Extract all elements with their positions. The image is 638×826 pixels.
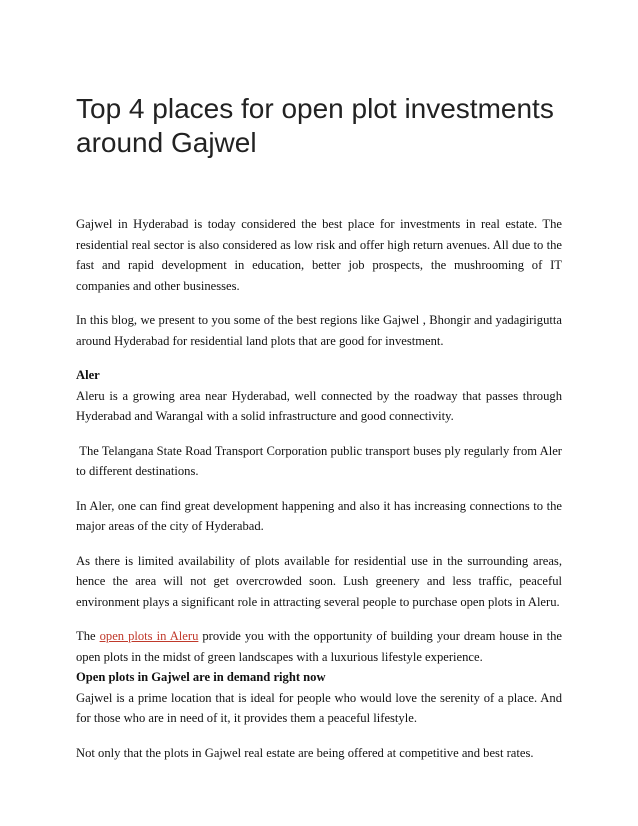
dream-house-paragraph (76, 626, 562, 667)
document-body (76, 214, 566, 763)
development-paragraph: In Aler, one can find great development happening and also it has increasing connections to the major areas of the city of Hyderabad. (76, 498, 562, 533)
dream-house-text-end: provide you with the opportunity of building your dream house in the open plots in the midst of green landscapes with a luxurious lifestyle experience. (76, 629, 562, 664)
transport-paragraph: The Telangana State Road Transport Corporation public transport buses ply regularly from Aler to different destinations. (76, 443, 566, 478)
open-plots-aleru-link[interactable]: open plots in Aleru (99, 629, 199, 643)
aler-heading: Aler (76, 368, 100, 382)
gajwel-heading: Open plots in Gajwel are in demand right now (76, 670, 326, 684)
blog-intro-paragraph: In this blog, we present to you some of the best regions like Gajwel , Bhongir and yadagirigutta around Hyderabad for residential land plots that are good for investment. (76, 313, 562, 348)
page-title: Top 4 places for open plot investments around Gajwel (76, 93, 554, 158)
intro-paragraph: Gajwel in Hyderabad is today considered the best place for investments in real estate. The residential real sector is also considered as low risk and offer high return avenues. All due to the fast and rapid development in education, better job prospects, the mushrooming of IT companies and other businesses. (76, 217, 562, 293)
gajwel-paragraph: Gajwel is a prime location that is ideal for people who would love the serenity of a place. And for those who are in need of it, it provides them a peaceful lifestyle. (76, 690, 562, 725)
availability-paragraph: As there is limited availability of plots available for residential use in the surrounding areas, hence the area will not get overcrowded soon. Lush greenery and less traffic, peaceful environment plays a significant role in attracting several people to purchase open plots in Aleru. (76, 553, 562, 609)
aleru-paragraph: Aleru is a growing area near Hyderabad, well connected by the roadway that passes through Hyderabad and Warangal with a solid infrastructure and good connectivity. (76, 388, 562, 423)
dream-house-text-start: The (76, 629, 100, 643)
rates-paragraph: Not only that the plots in Gajwel real estate are being offered at competitive and best rates. (76, 745, 534, 760)
